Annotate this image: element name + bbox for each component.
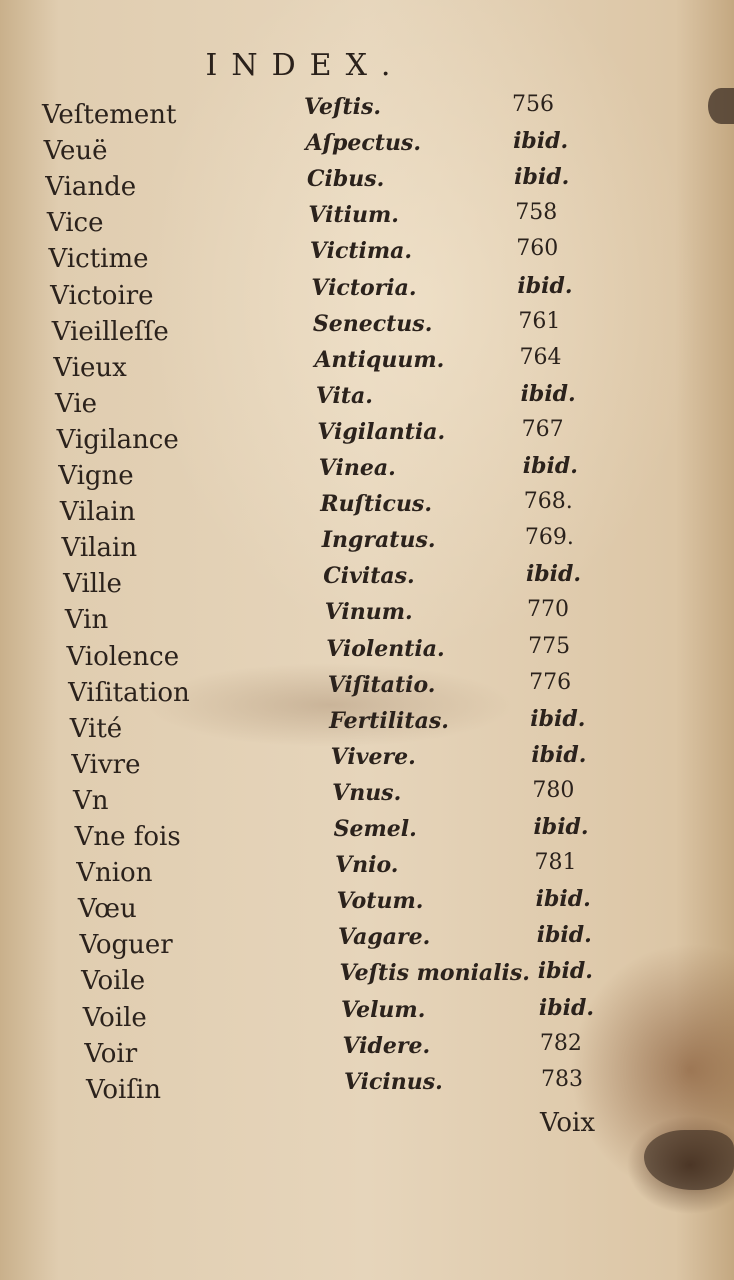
index-entry xyxy=(55,380,675,423)
latin-term: Aſpectus. xyxy=(305,130,421,157)
index-entry xyxy=(45,164,665,206)
latin-term: Civitas. xyxy=(323,563,415,590)
page-reference: 764 xyxy=(519,344,562,370)
french-term: Vœu xyxy=(77,894,137,925)
index-entry xyxy=(79,922,699,964)
running-head: INDEX. xyxy=(205,48,405,83)
page-reference: ibid. xyxy=(535,886,591,913)
index-entry xyxy=(76,850,696,892)
page-reference: ibid. xyxy=(531,741,587,768)
latin-term: Antiquum. xyxy=(314,346,445,373)
latin-term: Vigilantia. xyxy=(317,418,446,445)
latin-term: Vnus. xyxy=(332,779,402,806)
page-reference: ibid. xyxy=(537,958,593,985)
french-term: Victime xyxy=(48,244,149,275)
page-reference: 761 xyxy=(518,308,561,334)
latin-term: Vita. xyxy=(315,382,373,409)
french-term: Vigilance xyxy=(56,424,179,455)
index-entry xyxy=(42,92,662,134)
french-term: Victoire xyxy=(50,280,154,311)
index-entry xyxy=(69,705,690,748)
page-reference: 756 xyxy=(512,92,554,117)
latin-term: Ruſticus. xyxy=(320,491,432,518)
page-reference: 767 xyxy=(521,416,564,442)
french-term: Violence xyxy=(66,641,180,672)
latin-term: Senectus. xyxy=(312,310,433,337)
page-reference: ibid. xyxy=(520,380,576,407)
french-term: Veuë xyxy=(43,136,108,167)
page-reference: ibid. xyxy=(522,453,578,479)
page-reference: 776 xyxy=(529,669,572,695)
latin-term: Victoria. xyxy=(311,274,417,301)
page-reference: ibid. xyxy=(536,922,592,949)
latin-term: Veſtis monialis. xyxy=(339,960,530,987)
french-term: Vin xyxy=(64,605,109,636)
page-reference: 770 xyxy=(527,597,570,623)
page-reference: 769. xyxy=(524,525,574,551)
latin-term: Videre. xyxy=(342,1032,431,1059)
index-entry xyxy=(66,633,686,676)
french-term: Vilain xyxy=(61,533,138,564)
index-entry xyxy=(48,236,669,278)
french-term: Vice xyxy=(46,208,104,239)
index-entry xyxy=(59,489,680,531)
page-reference: ibid. xyxy=(517,272,573,299)
page-reference: ibid. xyxy=(538,994,594,1021)
french-term: Vieilleſſe xyxy=(51,316,169,347)
latin-term: Ingratus. xyxy=(321,527,436,554)
latin-term: Vicinus. xyxy=(344,1068,443,1095)
french-term: Voguer xyxy=(79,930,173,961)
latin-term: Velum. xyxy=(341,996,426,1023)
index-entry xyxy=(58,453,678,495)
french-term: Viande xyxy=(45,172,137,203)
latin-term: Vivere. xyxy=(330,743,416,770)
latin-term: Veſtis. xyxy=(304,94,382,120)
page-reference: 760 xyxy=(516,236,559,262)
latin-term: Fertilitas. xyxy=(329,707,449,734)
latin-term: Vinum. xyxy=(324,599,413,626)
index-entry xyxy=(43,128,664,170)
french-term: Vn xyxy=(72,785,109,816)
index-entry xyxy=(46,200,667,242)
page-reference: 781 xyxy=(534,850,577,876)
index-entry xyxy=(72,777,693,820)
latin-term: Cibus. xyxy=(306,166,385,193)
page-reference: 783 xyxy=(541,1066,583,1092)
french-term: Vieux xyxy=(53,352,127,383)
index-entry xyxy=(81,958,701,1000)
page-reference: ibid. xyxy=(513,128,569,155)
latin-term: Vitium. xyxy=(308,202,399,229)
french-term: Vivre xyxy=(71,749,141,780)
french-term: Viſitation xyxy=(68,677,190,708)
index-entry xyxy=(84,1030,704,1073)
index-entry xyxy=(68,669,688,712)
french-term: Vité xyxy=(69,713,123,744)
page-reference: 775 xyxy=(528,633,571,659)
page-reference: 758 xyxy=(515,200,558,226)
index-entry xyxy=(86,1066,706,1109)
latin-term: Votum. xyxy=(336,888,424,915)
page-reference: ibid. xyxy=(530,705,586,732)
index-entry xyxy=(74,814,695,856)
french-term: Voiſin xyxy=(86,1074,162,1105)
page-reference: ibid. xyxy=(514,164,570,191)
latin-term: Vnio. xyxy=(335,852,399,879)
french-term: Veſtement xyxy=(42,100,177,130)
index-entry xyxy=(61,525,682,567)
page-reference: ibid. xyxy=(533,814,589,840)
page-reference: 780 xyxy=(532,777,575,803)
latin-term: Vagare. xyxy=(338,924,431,951)
latin-term: Viſitatio. xyxy=(327,671,436,698)
index-entry xyxy=(77,886,698,928)
french-term: Voir xyxy=(84,1038,138,1069)
index-entry xyxy=(50,272,670,315)
index-entry xyxy=(51,308,672,351)
french-term: Vigne xyxy=(58,461,134,491)
french-term: Vne fois xyxy=(74,822,181,852)
french-term: Voile xyxy=(81,966,146,997)
latin-term: Semel. xyxy=(333,816,417,842)
latin-term: Vinea. xyxy=(318,455,396,481)
latin-term: Violentia. xyxy=(326,635,445,662)
page-reference: ibid. xyxy=(525,561,582,588)
page-reference: 782 xyxy=(539,1030,582,1056)
french-term: Vilain xyxy=(59,497,136,528)
index-entry xyxy=(63,561,683,603)
catchword: Voix xyxy=(540,1108,596,1138)
index-entry xyxy=(56,416,677,459)
french-term: Ville xyxy=(63,569,122,600)
french-term: Voile xyxy=(82,1002,147,1033)
latin-term: Victima. xyxy=(309,238,413,265)
index-entry xyxy=(53,344,673,387)
index-entry xyxy=(82,994,703,1037)
index-entry xyxy=(71,741,691,784)
page-reference: 768. xyxy=(523,489,573,515)
index-entry xyxy=(64,597,685,639)
french-term: Vnion xyxy=(76,858,153,889)
french-term: Vie xyxy=(55,388,98,419)
